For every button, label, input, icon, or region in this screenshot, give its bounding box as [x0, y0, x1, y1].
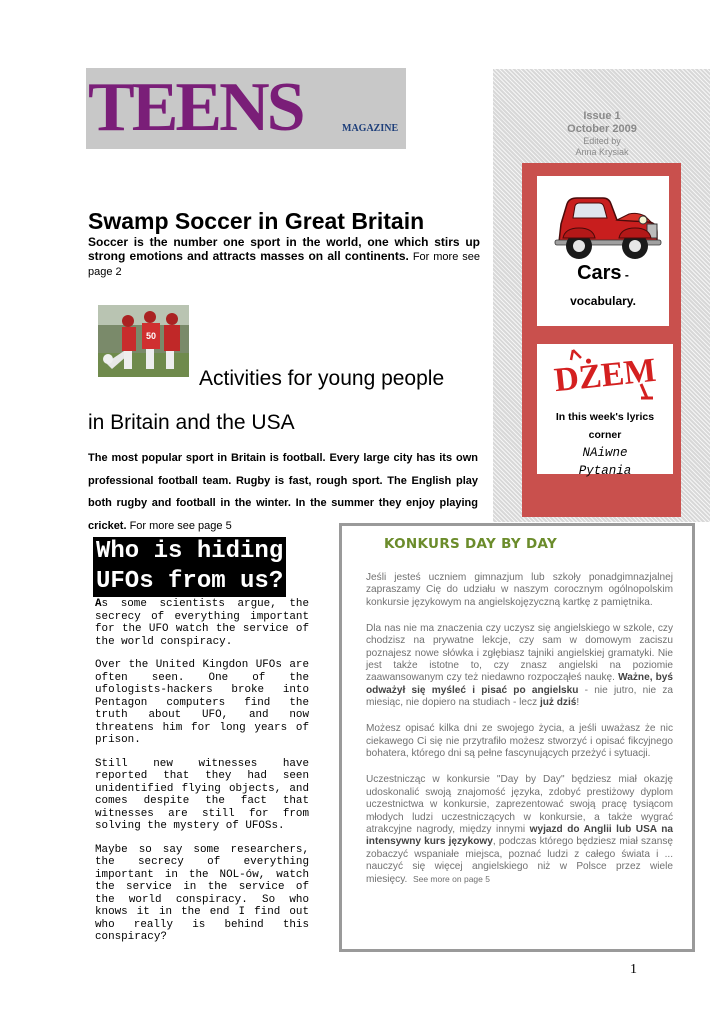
konkurs-paragraph-2: Dla nas nie ma znaczenia czy uczysz się angielskiego w szkole, czy chodzisz na prywatne lekcje, czy sam w domowym zaciszu poznajesz nowe słówka i zgłębiasz tajniki angielskiej gramatyki. Nie jest także istotne to, czy znasz angielski na poziomie zaawansowanym czy też niedawno rozpocząłeś naukę. Ważne, byś odważył się myśleć i pisać po angielsku - nie jutro, nie za miesiąc, nie dopiero na studiach - lecz już dziś! — [366, 623, 673, 709]
lyrics-intro: In this week's lyrics corner — [555, 411, 655, 441]
ufo-headline-line1: Who is hiding — [96, 538, 284, 565]
red-car-icon — [537, 176, 669, 268]
football-players-photo — [98, 305, 189, 377]
ufo-article — [95, 598, 309, 955]
konkurs-article — [366, 572, 673, 901]
cars-subtitle: vocabulary. — [570, 294, 636, 308]
ufo-drop-cap: A — [95, 598, 102, 610]
swamp-soccer-title: Swamp Soccer in Great Britain — [88, 208, 425, 234]
activities-text: The most popular sport in Britain is football. Every large city has its own professional football team. Rugby is fast, rough sport. The English play both rugby and football in the winter. In the summer they enjoy playing cricket. — [88, 452, 478, 533]
konkurs-see-more[interactable]: See more on page 5 — [412, 874, 490, 885]
swamp-soccer-lead: Soccer is the number one sport in the world, one which stirs up strong emotions and attracts masses on all continents. — [88, 235, 480, 263]
issue-info — [510, 110, 694, 158]
editor-name: Anna Krysiak — [575, 147, 629, 157]
ufo-paragraph-2: Over the United Kingdon UFOs are often seen. One of the ufologists-hackers broke into Pentagon computers find the truth about UFO, and now threatens him for long years of prison. — [95, 659, 309, 746]
page-number: 1 — [630, 962, 637, 977]
ufo-paragraph-4: Maybe so say some researchers, the secrecy of everything important in the NOL-ów, watch the service in the service of the world conspiracy. So who knows it in the end I find out who really is behind this conspiracy? — [95, 843, 309, 943]
swamp-soccer-summary — [88, 235, 480, 279]
ufo-paragraph-1: s some scientists argue, the secrecy of everything important for the UFO watch the service of the world conspiracy. — [95, 598, 309, 648]
magazine-label: MAGAZINE — [342, 123, 399, 134]
cars-dash: - — [621, 268, 629, 282]
konkurs-paragraph-4: Uczestnicząc w konkursie "Day by Day" będziesz miał okazję udoskonalić swoją znajomość języka, zdobyć prestiżowy dyplom uczestnictwa w konkursie, zaprezentować swoją pracę tysiącom młodych ludzi uczestniczących w konkursie, a także wygrać atrakcyjne nagrody, między innymi wyjazd do Anglii lub USA na intensywny kurs językowy, podczas którego będziesz miał szansę zobaczyć wspaniałe miejsca, poznać ludzi z całego świata i ... nauczyć się więcej angielskiego niż w Polsce przez wiele miesięcy. See more on page 5 — [366, 774, 673, 886]
ufo-headline-line2: UFOs from us? — [96, 568, 284, 595]
magazine-logo: TEENS — [88, 69, 303, 146]
konkurs-paragraph-3: Możesz opisać kilka dni ze swojego życia, a jeśli uważasz że nic ciekawego Ci się nie przytrafiło możesz stworzyć i opisać fikcyjnego bohatera, którego dni są pełne fascynujących przeżyć i sytuacji. — [366, 723, 673, 760]
activities-title-line1: Activities for young people — [199, 367, 445, 390]
lyrics-song-line1: NAiwne — [582, 446, 628, 460]
swamp-soccer-more[interactable]: For more see page 2 — [88, 251, 480, 278]
dzem-logo-text: DŻEM — [552, 351, 658, 400]
lyrics-song-line2: Pytania — [578, 464, 632, 478]
issue-number: Issue 1 — [583, 110, 621, 122]
ufo-headline — [93, 537, 286, 597]
lyrics-corner — [537, 408, 673, 480]
edited-by-label: Edited by — [583, 136, 621, 146]
konkurs-title: KONKURS DAY BY DAY — [384, 536, 558, 552]
konkurs-paragraph-1: Jeśli jesteś uczniem gimnazjum lub szkoły ponadgimnazjalnej zapraszamy Cię do udziału w naszym corocznym ogólnopolskim konkursie językowym na angielskojęzyczną kartkę z pamiętnika. — [366, 572, 673, 608]
cars-card[interactable] — [537, 176, 669, 326]
activities-more[interactable]: For more see page 5 — [126, 520, 232, 533]
dzem-logo-icon — [537, 344, 673, 404]
cars-title: Cars — [577, 262, 622, 284]
svg-text:50: 50 — [146, 331, 157, 341]
activities-title-line2: in Britain and the USA — [88, 411, 295, 434]
ufo-paragraph-3: Still new witnesses have reported that they had seen unidentified flying objects, and comes despite the fact that witnesses are still for from solving the mystery of UFOSs. — [95, 757, 309, 832]
issue-date: October 2009 — [567, 123, 637, 135]
